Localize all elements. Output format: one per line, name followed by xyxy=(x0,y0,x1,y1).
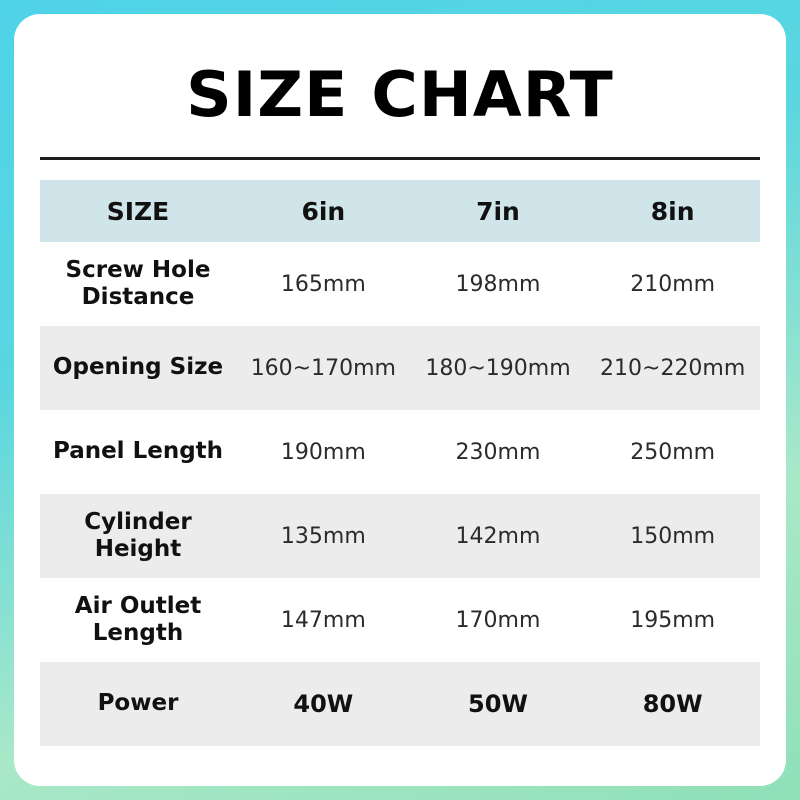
size-chart-table xyxy=(40,180,760,746)
cell-air-outlet-length-6in: 147mm xyxy=(236,578,411,662)
cell-power-6in: 40W xyxy=(236,662,411,746)
cell-screw-hole-distance-6in: 165mm xyxy=(236,242,411,326)
cell-power-8in: 80W xyxy=(585,662,760,746)
cell-opening-size-7in: 180~190mm xyxy=(411,326,586,410)
column-header-size: SIZE xyxy=(40,180,236,242)
table-row xyxy=(40,662,760,746)
row-label-air-outlet-length: Air Outlet Length xyxy=(40,578,236,662)
table-row xyxy=(40,494,760,578)
cell-opening-size-8in: 210~220mm xyxy=(585,326,760,410)
page-title: SIZE CHART xyxy=(186,58,614,131)
cell-power-7in: 50W xyxy=(411,662,586,746)
column-header-7in: 7in xyxy=(411,180,586,242)
cell-air-outlet-length-8in: 195mm xyxy=(585,578,760,662)
cell-cylinder-height-7in: 142mm xyxy=(411,494,586,578)
cell-panel-length-7in: 230mm xyxy=(411,410,586,494)
column-header-8in: 8in xyxy=(585,180,760,242)
table-row xyxy=(40,242,760,326)
cell-air-outlet-length-7in: 170mm xyxy=(411,578,586,662)
cell-panel-length-8in: 250mm xyxy=(585,410,760,494)
cell-screw-hole-distance-7in: 198mm xyxy=(411,242,586,326)
cell-cylinder-height-6in: 135mm xyxy=(236,494,411,578)
size-chart-card xyxy=(14,14,786,786)
cell-screw-hole-distance-8in: 210mm xyxy=(585,242,760,326)
row-label-panel-length: Panel Length xyxy=(40,410,236,494)
column-header-6in: 6in xyxy=(236,180,411,242)
cell-panel-length-6in: 190mm xyxy=(236,410,411,494)
table-header-row xyxy=(40,180,760,242)
table-row xyxy=(40,410,760,494)
cell-cylinder-height-8in: 150mm xyxy=(585,494,760,578)
row-label-cylinder-height: Cylinder Height xyxy=(40,494,236,578)
title-divider xyxy=(40,157,760,160)
row-label-opening-size: Opening Size xyxy=(40,326,236,410)
cell-opening-size-6in: 160~170mm xyxy=(236,326,411,410)
row-label-power: Power xyxy=(40,662,236,746)
table-row xyxy=(40,578,760,662)
table-row xyxy=(40,326,760,410)
row-label-screw-hole-distance: Screw Hole Distance xyxy=(40,242,236,326)
